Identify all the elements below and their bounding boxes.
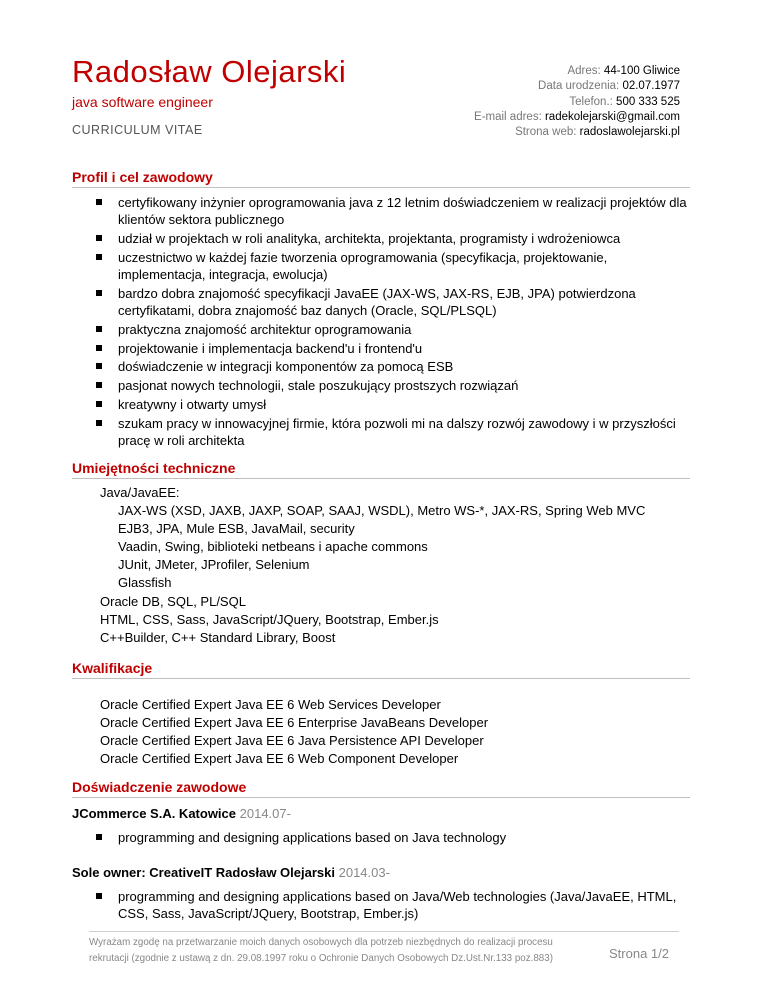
contact-block [474,64,680,140]
section-title: Profil i cel zawodowy [72,169,690,188]
contact-email: E-mail adres: radekolejarski@gmail.com [474,110,680,123]
profile-section [72,169,690,451]
contact-address: Adres: 44-100 Gliwice [567,65,680,77]
qualification-item: Oracle Certified Expert Java EE 6 Java Persistence API Developer [100,733,484,749]
contact-birthdate: Data urodzenia: 02.07.1977 [538,80,680,93]
skill-line: Glassfish [118,575,172,591]
qualification-item: Oracle Certified Expert Java EE 6 Web Component Developer [100,751,459,767]
consent-footer [89,931,679,967]
section-title: Kwalifikacje [72,660,690,679]
skill-group-label: Java/JavaEE: [100,485,180,500]
skills-section [72,460,690,647]
contact-phone: Telefon.: 500 333 525 [569,95,680,108]
qualification-item: Oracle Certified Expert Java EE 6 Enterprise JavaBeans Developer [100,715,489,731]
profile-list [72,194,690,449]
list-item: praktyczna znajomość architektur oprogramowania [72,321,690,338]
candidate-name: Radosław Olejarski [72,54,347,89]
skill-line: Oracle DB, SQL, PL/SQL [100,593,246,609]
list-item: szukam pracy w innowacyjnej firmie, która pozwoli mi na dalszy rozwój zawodowy i w przyszłości pracę w roli architekta [72,415,690,449]
job-duties [72,829,690,846]
employer-name: Sole owner: CreativeIT Radosław Olejarski [72,865,335,881]
job-header [72,806,690,821]
document-label: CURRICULUM VITAE [72,123,203,137]
skill-line: Vaadin, Swing, biblioteki netbeans i apache commons [118,539,428,555]
qualification-item: Oracle Certified Expert Java EE 6 Web Services Developer [100,697,441,712]
skill-line: JAX-WS (XSD, JAXB, JAXP, SOAP, SAAJ, WSDL), Metro WS-*, JAX-RS, Spring Web MVC [118,503,646,519]
skill-line: HTML, CSS, Sass, JavaScript/JQuery, Bootstrap, Ember.js [100,611,439,627]
contact-website: Strona web: radoslawolejarski.pl [515,126,680,139]
list-item: kreatywny i otwarty umysł [72,396,690,413]
section-title: Umiejętności techniczne [72,460,690,479]
list-item: udział w projektach w roli analityka, architekta, projektanta, programisty i wdrożeniowca [72,230,690,247]
qualifications-list [72,696,690,768]
job-title: java software engineer [72,94,213,110]
section-title: Doświadczenie zawodowe [72,779,690,798]
list-item: programming and designing applications based on Java/Web technologies (Java/JavaEE, HTML, CSS, Sass, JavaScript/JQuery, Bootstrap, Ember.js) [72,888,690,922]
list-item: projektowanie i implementacja backend'u i frontend'u [72,340,690,357]
skill-line: EJB3, JPA, Mule ESB, JavaMail, security [118,521,355,537]
consent-line: Wyrażam zgodę na przetwarzanie moich danych osobowych dla potrzeb niezbędnych do realizacji procesu [89,937,553,948]
job-header [72,865,690,880]
list-item: bardzo dobra znajomość specyfikacji JavaEE (JAX-WS, JAX-RS, EJB, JPA) potwierdzona certyfikatami, dobra znajomość baz danych (Oracle, SQL/PLSQL) [72,285,690,319]
job-date: 2014.07- [239,806,291,821]
qualifications-section [72,660,690,768]
job-date: 2014.03- [338,865,390,881]
list-item: pasjonat nowych technologii, stale poszukujący prostszych rozwiązań [72,377,690,394]
job-duties [72,888,690,922]
experience-section [72,779,690,924]
list-item: programming and designing applications based on Java technology [72,829,690,846]
list-item: doświadczenie w integracji komponentów za pomocą ESB [72,358,690,375]
list-item: certyfikowany inżynier oprogramowania java z 12 letnim doświadczeniem w realizacji projektów dla klientów sektora publicznego [72,194,690,228]
list-item: uczestnictwo w każdej fazie tworzenia oprogramowania (specyfikacja, projektowanie, implementacja, integracja, ewolucja) [72,249,690,283]
employer-name: JCommerce S.A. Katowice [72,806,237,821]
consent-line: rekrutacji (zgodnie z ustawą z dn. 29.08.1997 roku o Ochronie Danych Osobowych Dz.Ust.Nr.133 poz.883) [89,953,553,964]
skills-list [72,484,690,647]
skill-line: C++Builder, C++ Standard Library, Boost [100,629,336,645]
skill-line: JUnit, JMeter, JProfiler, Selenium [118,557,310,573]
page-number: Strona 1/2 [609,946,669,961]
